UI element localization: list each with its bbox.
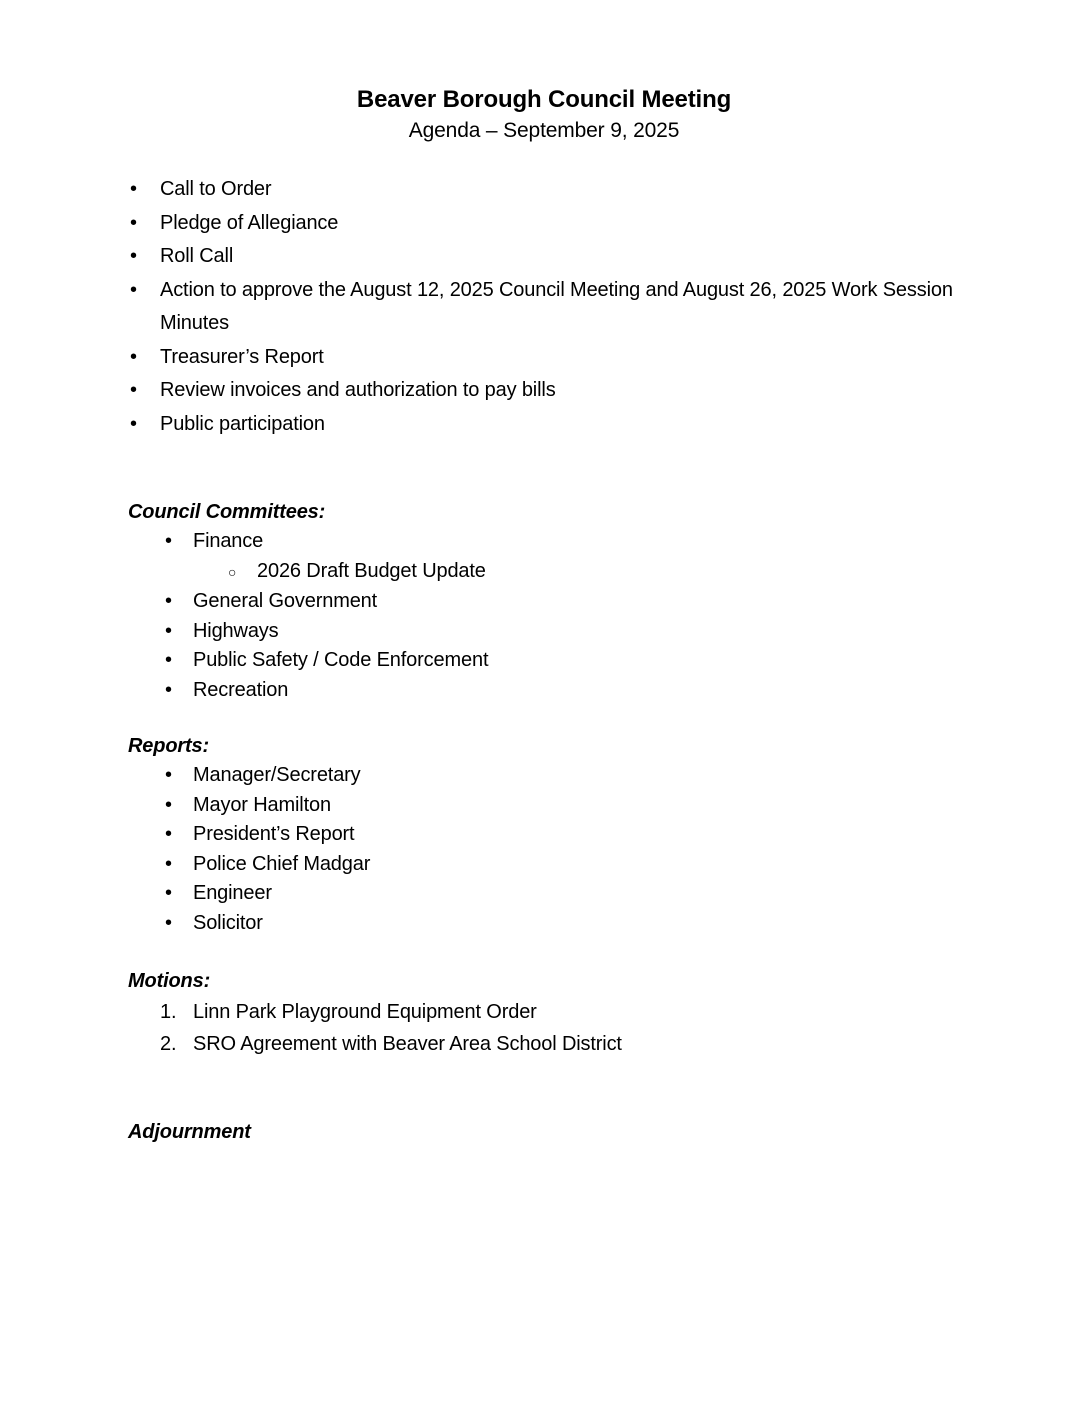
list-item-label: Public Safety / Code Enforcement xyxy=(193,649,489,671)
list-item xyxy=(165,617,960,647)
list-item-label: Recreation xyxy=(193,678,289,701)
bullet-icon: • xyxy=(165,764,172,786)
bullet-icon: • xyxy=(165,911,172,934)
bullet-icon: • xyxy=(165,793,172,816)
numbered-list-item xyxy=(160,996,960,1028)
list-item-label: General Government xyxy=(193,590,378,612)
bullet-icon: • xyxy=(165,590,172,612)
list-item-label: Manager/Secretary xyxy=(193,764,361,786)
bullet-icon: • xyxy=(165,619,172,642)
bullet-icon: • xyxy=(130,178,137,200)
list-item xyxy=(165,761,960,791)
motions-list xyxy=(128,996,960,1060)
list-item xyxy=(128,173,960,207)
list-item xyxy=(165,676,960,706)
list-item xyxy=(165,820,960,850)
list-item-label: Highways xyxy=(193,619,279,642)
list-item-label: Review invoices and authorization to pay bills xyxy=(160,379,556,401)
bullet-icon: • xyxy=(130,379,137,401)
item-number: 2. xyxy=(160,1033,177,1055)
numbered-list-item xyxy=(160,1028,960,1060)
reports-list xyxy=(128,761,960,938)
list-item xyxy=(165,646,960,676)
list-item-label: Public participation xyxy=(160,412,325,435)
list-item-label: SRO Agreement with Beaver Area School District xyxy=(193,1033,622,1055)
list-item-label: Solicitor xyxy=(193,911,263,934)
list-item-label: Treasurer’s Report xyxy=(160,345,324,368)
list-subitem xyxy=(228,557,960,588)
list-item-label: 2026 Draft Budget Update xyxy=(257,559,486,582)
item-number: 1. xyxy=(160,1001,177,1023)
list-item xyxy=(128,408,960,442)
list-item xyxy=(165,909,960,939)
list-item-label: Pledge of Allegiance xyxy=(160,211,339,234)
bullet-icon: • xyxy=(165,823,172,845)
section-heading-motions: Motions: xyxy=(128,970,211,992)
list-item xyxy=(165,879,960,909)
bullet-icon: • xyxy=(165,678,172,701)
list-item-label: Finance xyxy=(193,530,264,552)
list-item xyxy=(128,207,960,241)
section-heading-adjournment: Adjournment xyxy=(128,1121,251,1143)
bullet-icon: • xyxy=(165,852,172,875)
bullet-icon: • xyxy=(130,245,137,267)
document-title: Beaver Borough Council Meeting xyxy=(356,86,732,113)
list-item xyxy=(165,587,960,617)
list-item-label: Call to Order xyxy=(160,178,272,200)
section-heading-reports: Reports: xyxy=(128,735,210,757)
list-item xyxy=(128,240,960,274)
bullet-icon: • xyxy=(130,345,137,368)
council-committees-list xyxy=(128,527,960,705)
list-item-label: President’s Report xyxy=(193,823,355,845)
list-item-label: Mayor Hamilton xyxy=(193,793,331,816)
list-item xyxy=(128,374,960,408)
list-item xyxy=(165,527,960,557)
bullet-icon: • xyxy=(165,882,172,904)
bullet-icon: • xyxy=(130,412,137,435)
list-item xyxy=(128,274,960,341)
circle-bullet-icon: ○ xyxy=(228,563,237,580)
bullet-icon: • xyxy=(130,211,137,234)
bullet-icon: • xyxy=(165,530,172,552)
list-item-label: Engineer xyxy=(193,882,272,904)
list-item xyxy=(165,850,960,880)
list-item-label: Action to approve the August 12, 2025 Council Meeting and August 26, 2025 Work Session Minutes xyxy=(160,278,953,334)
list-item-label: Linn Park Playground Equipment Order xyxy=(193,1001,537,1023)
document-subtitle: Agenda – September 9, 2025 xyxy=(408,119,680,142)
list-item-label: Roll Call xyxy=(160,245,234,267)
list-item xyxy=(128,341,960,375)
section-heading-council-committees: Council Committees: xyxy=(128,501,326,523)
list-item-label: Police Chief Madgar xyxy=(193,852,371,875)
list-item xyxy=(165,791,960,821)
bullet-icon: • xyxy=(165,649,172,671)
agenda-items-list xyxy=(128,173,960,441)
bullet-icon: • xyxy=(130,278,137,301)
